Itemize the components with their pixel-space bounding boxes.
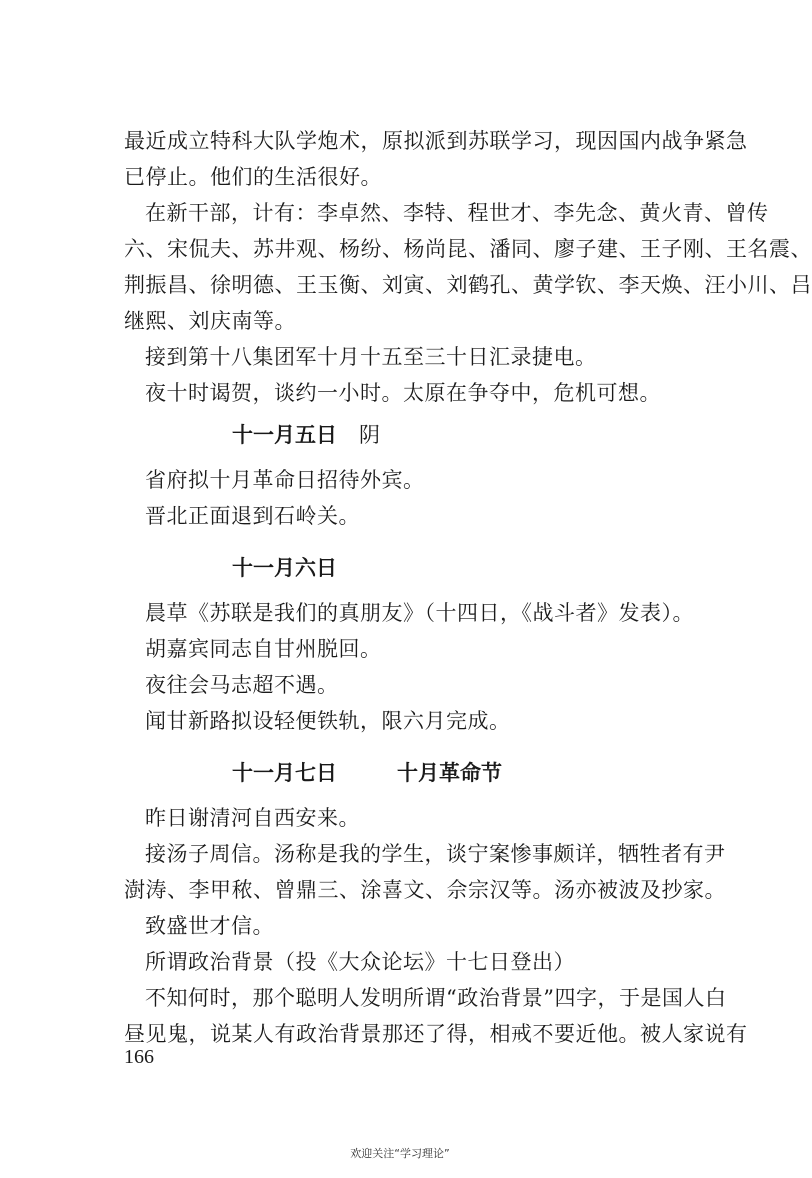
page-number: 166 (124, 1046, 154, 1068)
diary-block-3 (124, 595, 704, 739)
text-line: 在新干部，计有：李卓然、李特、程世才、李先念、黄火青、曾传 (145, 201, 769, 225)
text-line: 省府拟十月革命日招待外宾。 (145, 468, 425, 492)
footer-watermark: 欢迎关注“学习理论” (350, 1147, 450, 1160)
entry-holiday: 十月革命节 (397, 761, 502, 785)
entry-heading-nov7 (232, 758, 502, 788)
entry-heading-nov5 (232, 420, 380, 450)
text-line: 接汤子周信。汤称是我的学生，谈宁案惨事颇详，牺牲者有尹 (145, 842, 726, 866)
text-line: 六、宋侃夫、苏井观、杨纷、杨尚昆、潘同、廖子建、王子刚、王名震、 (124, 237, 812, 261)
text-line: 昨日谢清河自西安来。 (145, 806, 360, 830)
text-line: 已停止。他们的生活很好。 (124, 165, 382, 189)
text-line: 胡嘉宾同志自甘州脱回。 (145, 637, 382, 661)
text-line: 晋北正面退到石岭关。 (145, 504, 360, 528)
diary-block-2 (124, 462, 704, 534)
text-line: 夜十时谒贺，谈约一小时。太原在争夺中，危机可想。 (145, 381, 661, 405)
text-line: 不知何时，那个聪明人发明所谓“政治背景”四字，于是国人白 (145, 986, 727, 1010)
entry-weather: 阴 (359, 423, 380, 447)
text-line: 澍涛、李甲秾、曾鼎三、涂喜文、佘宗汉等。汤亦被波及抄家。 (124, 878, 726, 902)
text-line: 闻甘新路拟设轻便铁轨，限六月完成。 (145, 709, 511, 733)
diary-block-1 (124, 123, 812, 411)
entry-date: 十一月五日 (232, 423, 337, 447)
text-line: 所谓政治背景（投《大众论坛》十七日登出） (145, 950, 575, 974)
text-line: 晨草《苏联是我们的真朋友》（十四日，《战斗者》发表）。 (145, 601, 694, 625)
text-line: 继熙、刘庆南等。 (124, 309, 296, 333)
entry-date: 十一月六日 (232, 556, 337, 580)
entry-date: 十一月七日 (232, 761, 337, 785)
text-line: 夜往会马志超不遇。 (145, 673, 339, 697)
text-line: 致盛世才信。 (145, 914, 274, 938)
entry-heading-nov6 (232, 553, 337, 583)
text-line: 接到第十八集团军十月十五至三十日汇录捷电。 (145, 345, 597, 369)
diary-block-4 (124, 800, 748, 1052)
text-line: 昼见鬼，说某人有政治背景那还了得，相戒不要近他。被人家说有 (124, 1022, 748, 1046)
text-line: 荆振昌、徐明德、王玉衡、刘寅、刘鹤孔、黄学钦、李天焕、汪小川、吕 (124, 273, 812, 297)
text-line: 最近成立特科大队学炮术，原拟派到苏联学习，现因国内战争紧急 (124, 129, 748, 153)
